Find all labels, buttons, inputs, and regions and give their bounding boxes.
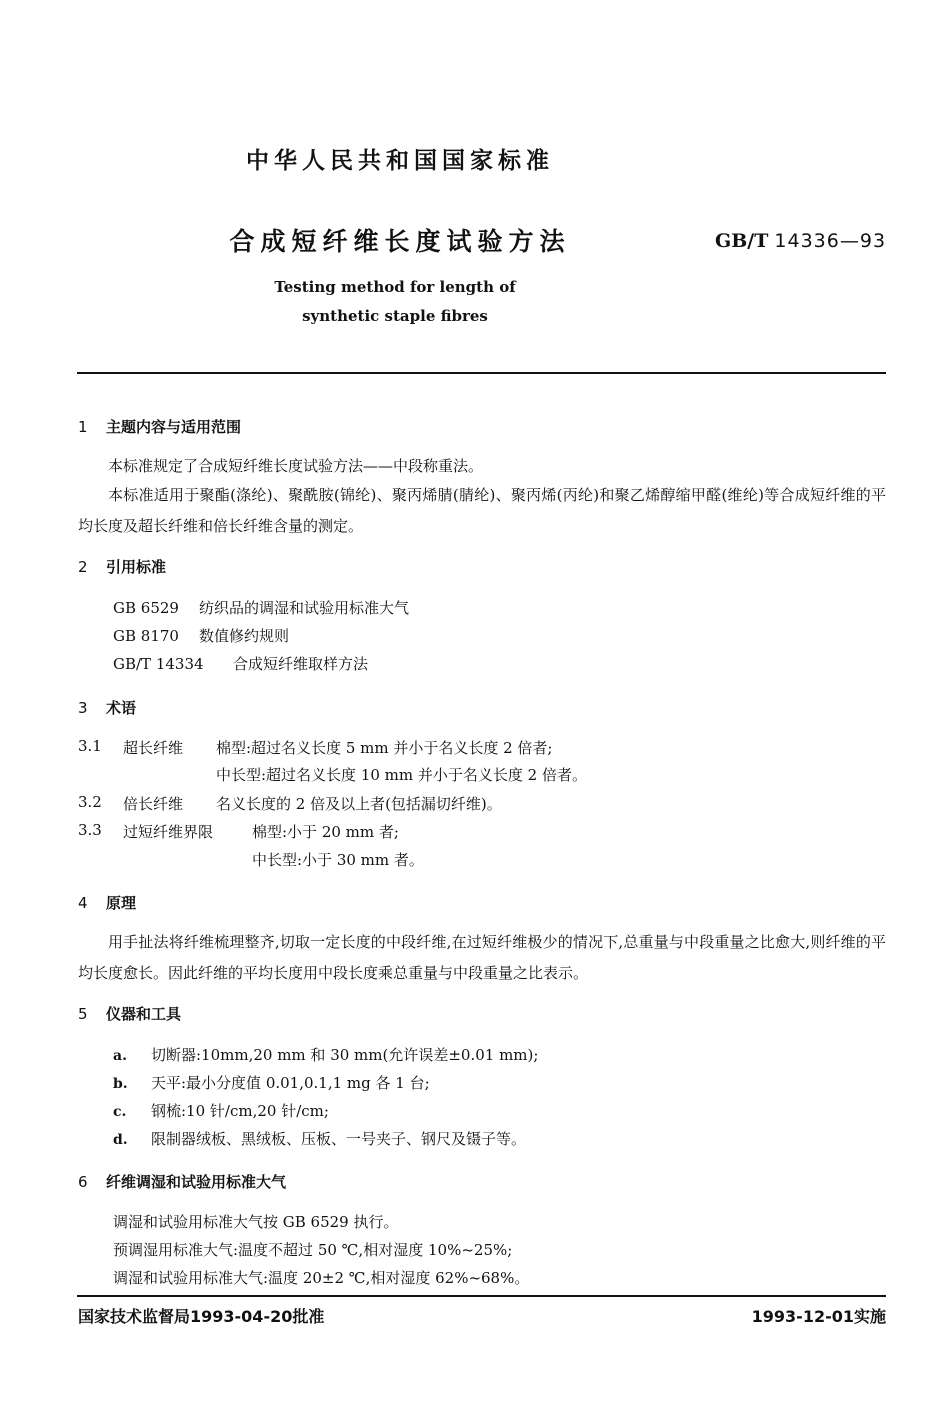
instrument-text: 切断器:10mm,20 mm 和 30 mm(允许误差±0.01 mm);: [151, 1046, 539, 1064]
reference-item: [113, 625, 289, 646]
section-4-title: 原理: [106, 894, 137, 912]
instrument-letter: d.: [113, 1132, 128, 1148]
reference-code: GB 6529: [113, 599, 179, 617]
atmosphere-line-2: 预调湿用标准大气:温度不超过 50 ℃,相对湿度 10%~25%;: [113, 1241, 513, 1259]
section-5-title: 仪器和工具: [106, 1005, 182, 1023]
instrument-letter: c.: [113, 1104, 127, 1120]
term-3-3-number: 3.3: [78, 821, 102, 839]
instrument-letter: a.: [113, 1048, 127, 1064]
section-5-number: 5: [78, 1005, 88, 1023]
document-title: 合成短纤维长度试验方法: [229, 227, 571, 256]
reference-name: 数值修约规则: [199, 627, 290, 645]
section-2-number: 2: [78, 558, 88, 576]
reference-code: GB 8170: [113, 627, 179, 645]
instrument-text: 天平:最小分度值 0.01,0.1,1 mg 各 1 台;: [151, 1074, 430, 1092]
section-4-heading: [78, 892, 136, 913]
national-standard-heading: 中华人民共和国国家标准: [246, 148, 554, 174]
instrument-letter: b.: [113, 1076, 128, 1092]
instrument-item: [113, 1072, 430, 1093]
implementation-date: 1993-12-01实施: [751, 1307, 886, 1326]
instrument-item: [113, 1128, 526, 1149]
term-3-2-name: 倍长纤维: [123, 795, 184, 813]
term-3-3-definition-1: 棉型:小于 20 mm 者;: [252, 823, 399, 841]
english-title-line1: Testing method for length of: [274, 278, 516, 296]
atmosphere-line-1: 调湿和试验用标准大气按 GB 6529 执行。: [113, 1213, 399, 1231]
term-3-1-definition-1: 棉型:超过名义长度 5 mm 并小于名义长度 2 倍者;: [216, 739, 553, 757]
section-1-number: 1: [78, 418, 88, 436]
standard-number: [715, 230, 886, 252]
reference-name: 合成短纤维取样方法: [233, 655, 369, 673]
reference-item: [113, 597, 409, 618]
section-5-heading: [78, 1003, 181, 1024]
section-6-title: 纤维调湿和试验用标准大气: [106, 1173, 287, 1191]
section-3-heading: [78, 697, 136, 718]
section-6-heading: [78, 1171, 286, 1192]
section-2-title: 引用标准: [106, 558, 167, 576]
section-3-title: 术语: [106, 699, 137, 717]
instrument-item: [113, 1044, 538, 1065]
section-2-heading: [78, 556, 166, 577]
section-1-paragraph-2: 本标准适用于聚酯(涤纶)、聚酰胺(锦纶)、聚丙烯腈(腈纶)、聚丙烯(丙纶)和聚乙烯醇缩甲醛(维纶)等合成短纤维的平均长度及超长纤维和倍长纤维含量的测定。: [78, 486, 886, 535]
section-3-number: 3: [78, 699, 88, 717]
approval-date: 国家技术监督局1993-04-20批准: [78, 1307, 325, 1326]
reference-name: 纺织品的调湿和试验用标准大气: [199, 599, 410, 617]
footer-divider: [77, 1295, 886, 1297]
atmosphere-line-3: 调湿和试验用标准大气:温度 20±2 ℃,相对湿度 62%~68%。: [113, 1269, 530, 1287]
section-1-paragraph-1: 本标准规定了合成短纤维长度试验方法——中段称重法。: [108, 457, 484, 475]
standard-prefix: GB/T: [715, 230, 769, 252]
term-3-3-name: 过短纤维界限: [123, 823, 214, 841]
term-3-3-definition-2: 中长型:小于 30 mm 者。: [252, 851, 424, 869]
term-3-2-number: 3.2: [78, 793, 102, 811]
instrument-text: 限制器绒板、黑绒板、压板、一号夹子、钢尺及镊子等。: [151, 1130, 527, 1148]
reference-item: [113, 653, 368, 674]
header-divider: [77, 372, 886, 374]
english-title-line2: synthetic staple fibres: [302, 307, 488, 325]
term-3-1-number: 3.1: [78, 737, 102, 755]
section-4-number: 4: [78, 894, 88, 912]
instrument-text: 钢梳:10 针/cm,20 针/cm;: [151, 1102, 329, 1120]
section-1-heading: [78, 416, 241, 437]
section-1-title: 主题内容与适用范围: [106, 418, 242, 436]
standard-code: 14336—93: [774, 230, 887, 252]
instrument-item: [113, 1100, 329, 1121]
term-3-2-definition: 名义长度的 2 倍及以上者(包括漏切纤维)。: [216, 795, 502, 813]
term-3-1-definition-2: 中长型:超过名义长度 10 mm 并小于名义长度 2 倍者。: [216, 766, 587, 784]
term-3-1-name: 超长纤维: [123, 739, 184, 757]
section-6-number: 6: [78, 1173, 88, 1191]
section-4-paragraph: 用手扯法将纤维梳理整齐,切取一定长度的中段纤维,在过短纤维极少的情况下,总重量与中段重量之比愈大,则纤维的平均长度愈长。因此纤维的平均长度用中段长度乘总重量与中段重量之比表示。: [78, 933, 886, 982]
reference-code: GB/T 14334: [113, 655, 204, 673]
